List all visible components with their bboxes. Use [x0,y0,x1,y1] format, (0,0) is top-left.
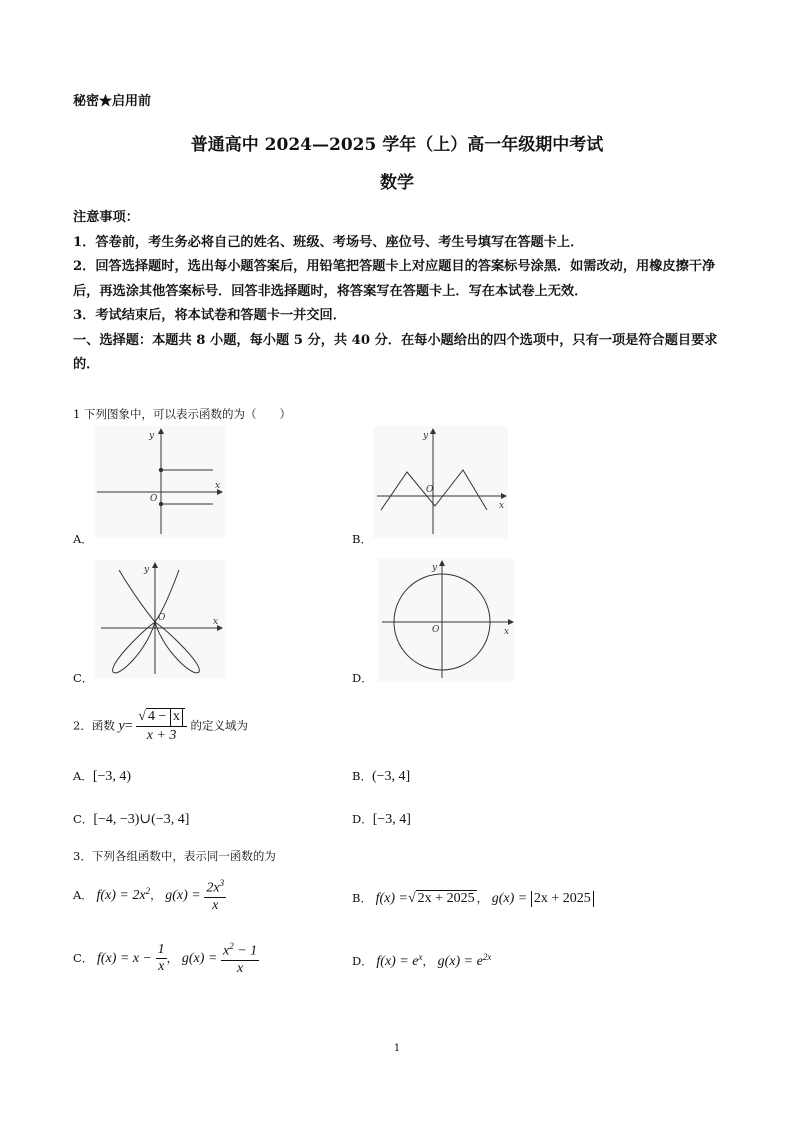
q3-stem: 3．下列各组函数中，表示同一函数的为 [73,849,276,863]
q3-option-c: C． f(x) = x − $\frac{1}{x}$ ， g(x) = $\frac{x^2 - 1}{x}$ [73,941,258,976]
instructions [73,206,728,378]
notes-heading: 注意事项： [73,210,139,225]
q2-option-c: C．[−4, −3)∪(−3, 4] [73,812,190,827]
graph-b-y-label: y [423,431,429,441]
q3-option-d: D． $f(x) = e^x$， $g(x) = e^{2x}$ [352,952,492,969]
q2-fraction: $\frac{√ 4 - x}{x + 3}$ [136,708,187,745]
confidential-label: 秘密★启用前 [73,94,152,109]
q1-option-c-label: C． [73,671,94,685]
graph-b-origin: O [426,485,434,495]
graph-c [95,560,225,678]
subject-title: 数学 [380,173,414,193]
q2-stem: 2．函数 y= $\frac{√ 4 - x}{x + 3}$ 的定义域为 [73,709,249,743]
graph-d-y-label: y [432,563,438,573]
q1-option-a-label: A． [73,532,93,546]
q1-option-b-label: B． [352,532,372,546]
notes-item-3: 3．考试结束后，将本试卷和答题卡一并交回． [73,308,346,323]
q3-option-a: A． $f(x) = 2x^2$， g(x) = $\frac{2x^3}{x}$ [73,878,225,913]
q1-stem: 1 下列图象中，可以表示函数的为（ ） [73,407,291,421]
graph-b [373,426,508,538]
graph-b-x-label: x [499,501,505,511]
graph-c-x-label: x [213,617,219,627]
q2-option-b: B．(−3, 4] [352,769,411,784]
graph-d-x-label: x [504,627,510,637]
graph-d-origin: O [432,625,440,635]
graph-a-x-label: x [215,481,221,491]
exam-title: 普通高中 2024—2025 学年（上）高一年级期中考试 [190,135,604,155]
q3-option-b: B． f(x) =√ 2x + 2025 ， g(x) = 2x + 2025 [352,890,594,907]
graph-c-origin: O [158,613,166,623]
graph-a-origin: O [150,494,158,504]
q2-option-a: A．[−3, 4) [73,769,132,784]
notes-item-2: 2．回答选择题时，选出每小题答案后，用铅笔把答题卡上对应题目的答案标号涂黑．如需改动，用橡皮擦干净后，再选涂其他答案标号．回答非选择题时，将答案写在答题卡上．写在本试卷上无效． [73,259,716,299]
section-heading: 一、选择题：本题共 8 小题，每小题 5 分，共 40 分．在每小题给出的四个选项中，只有一项是符合题目要求的． [73,332,718,372]
q1-option-d-label: D． [352,671,373,685]
graph-c-y-label: y [144,565,150,575]
notes-item-1: 1．答卷前，考生务必将自己的姓名、班级、考场号、座位号、考生号填写在答题卡上． [73,234,584,250]
graph-d [378,558,514,682]
graph-a [95,426,225,538]
graph-a-y-label: y [149,431,155,441]
q2-option-d: D．[−3, 4] [352,812,411,827]
page-number: 1 [393,1043,401,1054]
